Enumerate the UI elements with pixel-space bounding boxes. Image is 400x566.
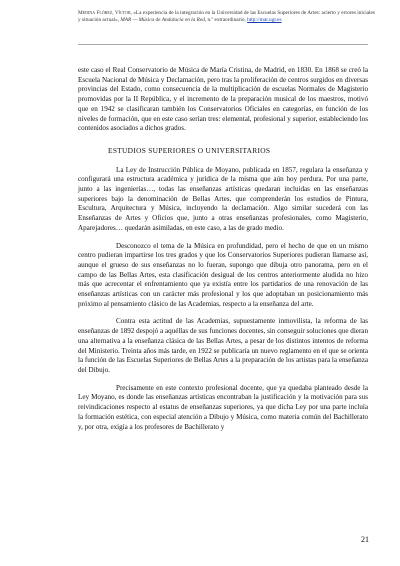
- header-author: Medina Flórez, Víctor,: [78, 10, 132, 16]
- header-citation: «La experiencia de la integración en la Universidad de las Escuelas Superiores de Artes: acierto y errores iniciales y situación actual»,: [78, 10, 375, 24]
- running-header: [78, 10, 378, 25]
- page-number: 21: [361, 535, 369, 544]
- header-url-link[interactable]: http://mar.ugr.es: [247, 17, 282, 24]
- body-text: [78, 66, 368, 440]
- paragraph-2: La Ley de Instrucción Pública de Moyano, publicada en 1857, regulara la enseñanza y configurará una estructura académica y jurídica de la misma que aún hoy perdura. Por una parte, junto a las ingenierías…, todas las enseñanzas artísticas quedaran incluidas en las enseñanzas superiores bajo la denominación de Bellas Artes, que comprenderán los estudios de Pintura, Escultura, Arquitectura y Música, incluyendo la declamación. Algo similar sucederá con las Enseñanzas de Artes y Oficios que, junto a otras enseñanzas profesionales, como Magisterio, Aparejadores… quedarán asimiladas, en este caso, a las de grado medio.: [78, 165, 368, 232]
- paragraph-5: Precisamente en este contexto profesional docente, que ya quedaba planteado desde la Ley Moyano, es donde las enseñanzas artísticas encontraban la justificación y la motivación para sus reivindicaciones respecto al estatus de enseñanzas superiores, ya que dicha Ley por una parte incluía la formación estética, con especial atención a Dibujo y Música, como materia común del Bachillerato y, por otra, exigía a los profesores de Bachillerato y: [78, 383, 368, 431]
- paragraph-3: Desconozco el tema de la Música en profundidad, pero el hecho de que en un mismo centro pudieran impartirse los tres grados y que los Conservatorios Superiores pudieran llamarse así, aunque el grueso de sus enseñanzas no lo fueran, supongo que dibuja otro panorama, pero en el campo de las Bellas Artes, esta clasificación desigual de los centros anteriormente aludida no hizo más que acrecentar el enfrentamiento que ya existía entre los partidarios de una renovación de las enseñanzas artísticas con un carácter más profesional y los que adoptaban un posicionamiento más próximo al pensamiento clásico de las Academias, respecto a la enseñanza del arte.: [78, 241, 368, 308]
- header-issue: , n.º extraordinario,: [204, 17, 248, 24]
- section-heading: ESTUDIOS SUPERIORES O UNIVERSITARIOS: [108, 145, 271, 155]
- header-journal: MAR — Música de Andalucía en la Red: [120, 17, 205, 24]
- paragraph-4: Contra esta actitud de las Academias, supuestamente inmovilista, la reforma de las enseñanzas de 1892 despojó a aquéllas de sus funciones docentes, sin conseguir soluciones que dieran una alternativa a la enseñanza clásica de las Bellas Artes, a pesar de los distintos intentos de reforma del Ministerio. Treinta años más tarde, en 1922 se publicaría un nuevo reglamento en el que se orienta la función de las Escuelas Superiores de Bellas Artes a la preparación de los artistas para la enseñanza del Dibujo.: [78, 317, 368, 374]
- paragraph-1: este caso el Real Conservatorio de Música de María Cristina, de Madrid, en 1830. En 1868 se creó la Escuela Nacional de Música y Declamación, pero tras la proliferación de centros surgidos en diversas provincias del Estado, como consecuencia de la multiplicación de escuelas Normales de Magisterio promovidas por la II República, y el incremento de la preparación musical de los maestros, motivó que en 1942 se clasificaran también los Conservatorios Oficiales en categorías, en función de los niveles de formación, que en este caso serían tres: elemental, profesional y superior, estableciendo los contenidos asociados a dichos grados.: [78, 66, 368, 133]
- header-divider: [78, 44, 368, 45]
